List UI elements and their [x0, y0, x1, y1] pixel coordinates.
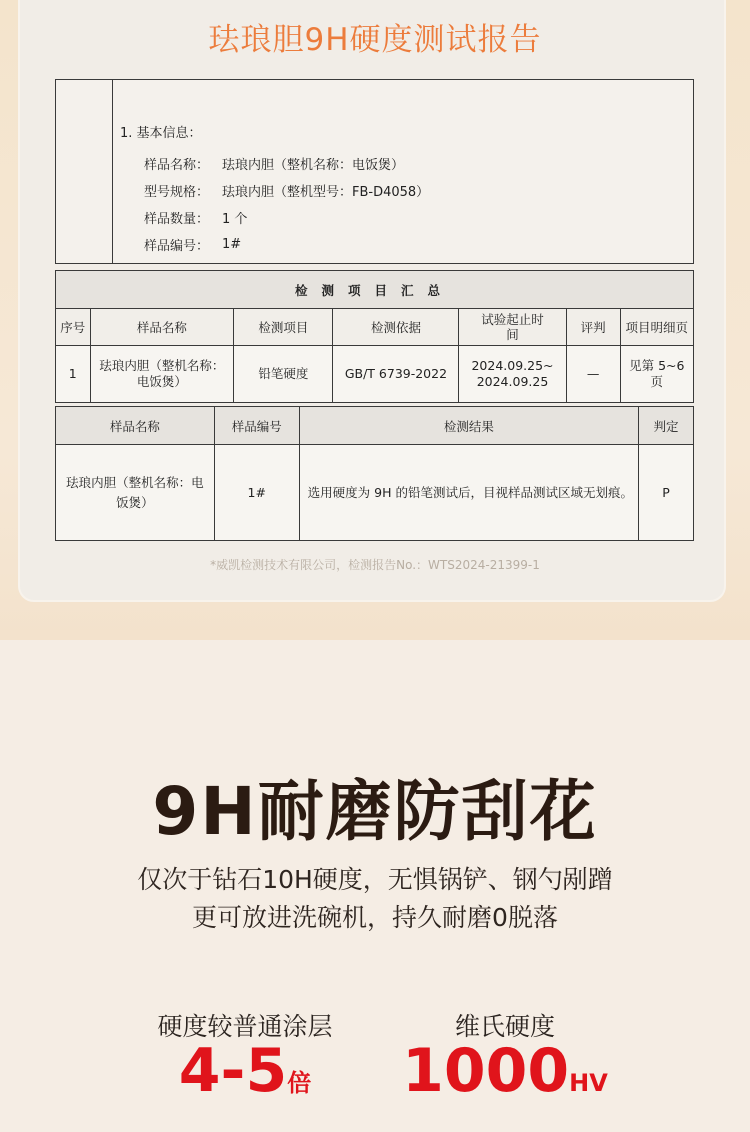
column-header: 检测依据: [333, 309, 459, 346]
column-header: 试验起止时间: [459, 309, 566, 346]
basic-info-heading: 1. 基本信息：: [120, 126, 202, 141]
info-value: 珐琅内胆（整机名称：电饭煲）: [222, 158, 405, 173]
column-header: 样品名称: [56, 407, 215, 445]
info-key: 样品编号：: [144, 239, 210, 254]
stat-value-vickers: [395, 1036, 615, 1106]
test-result-table: [55, 406, 694, 541]
stat-number: 1000: [402, 1036, 570, 1106]
table-row: [56, 346, 694, 403]
stat-unit: 倍: [287, 1069, 312, 1097]
table-cell: 珐琅内胆（整机名称：电饭煲）: [56, 445, 215, 541]
report-title: 珐琅胆9H硬度测试报告: [208, 22, 542, 58]
table-cell: 铅笔硬度: [234, 346, 333, 403]
column-header: 判定: [639, 407, 694, 445]
table-cell: 见第 5~6 页: [620, 346, 693, 403]
table-cell: —: [566, 346, 620, 403]
basic-info: [120, 122, 429, 258]
table-cell: 1#: [214, 445, 299, 541]
column-header: 检测结果: [299, 407, 638, 445]
column-header: 样品编号: [214, 407, 299, 445]
table-cell: 珐琅内胆（整机名称：电饭煲）: [90, 346, 234, 403]
info-value: 1#: [222, 237, 242, 252]
column-header: 样品名称: [90, 309, 234, 346]
stat-label-vickers: 维氏硬度: [454, 1012, 555, 1041]
summary-caption: 检测项目汇总: [56, 271, 694, 309]
stat-unit: HV: [569, 1069, 608, 1097]
column-header: 项目明细页: [620, 309, 693, 346]
stat-number: 4-5: [178, 1036, 288, 1106]
report-footnote: *威凯检测技术有限公司，检测报告No.：WTS2024-21399-1: [210, 558, 540, 572]
info-row-sample-id: [120, 231, 429, 258]
sheet-margin-line: [112, 80, 113, 263]
table-cell: 1: [56, 346, 91, 403]
info-row-model: [120, 177, 429, 204]
result-cell: 选用硬度为 9H 的铅笔测试后，目视样品测试区域无划痕。: [299, 445, 638, 541]
info-row-sample-name: [120, 150, 429, 177]
subtitle-line-2: 更可放进洗碗机，持久耐磨0脱落: [192, 903, 558, 932]
info-key: 样品数量：: [144, 212, 210, 227]
column-header: 检测项目: [234, 309, 333, 346]
basic-info-sheet: [55, 79, 694, 264]
info-key: 样品名称：: [144, 158, 210, 173]
table-cell: GB/T 6739-2022: [333, 346, 459, 403]
table-row: [56, 445, 694, 541]
verdict-cell: P: [639, 445, 694, 541]
column-header: 评判: [566, 309, 620, 346]
info-value: 珐琅内胆（整机型号：FB-D4058）: [222, 185, 430, 200]
info-key: 型号规格：: [144, 185, 210, 200]
table-cell: 2024.09.25~ 2024.09.25: [459, 346, 566, 403]
stat-label-hardness-ratio: 硬度较普通涂层: [157, 1012, 333, 1041]
stat-value-hardness-ratio: [140, 1036, 350, 1106]
test-summary-table: [55, 270, 694, 403]
headline: 9H耐磨防刮花: [152, 773, 598, 850]
column-header: 序号: [56, 309, 91, 346]
info-value: 1 个: [222, 212, 248, 227]
info-row-quantity: [120, 204, 429, 231]
subtitle-line-1: 仅次于钻石10H硬度，无惧锅铲、钢勺剐蹭: [137, 865, 613, 894]
